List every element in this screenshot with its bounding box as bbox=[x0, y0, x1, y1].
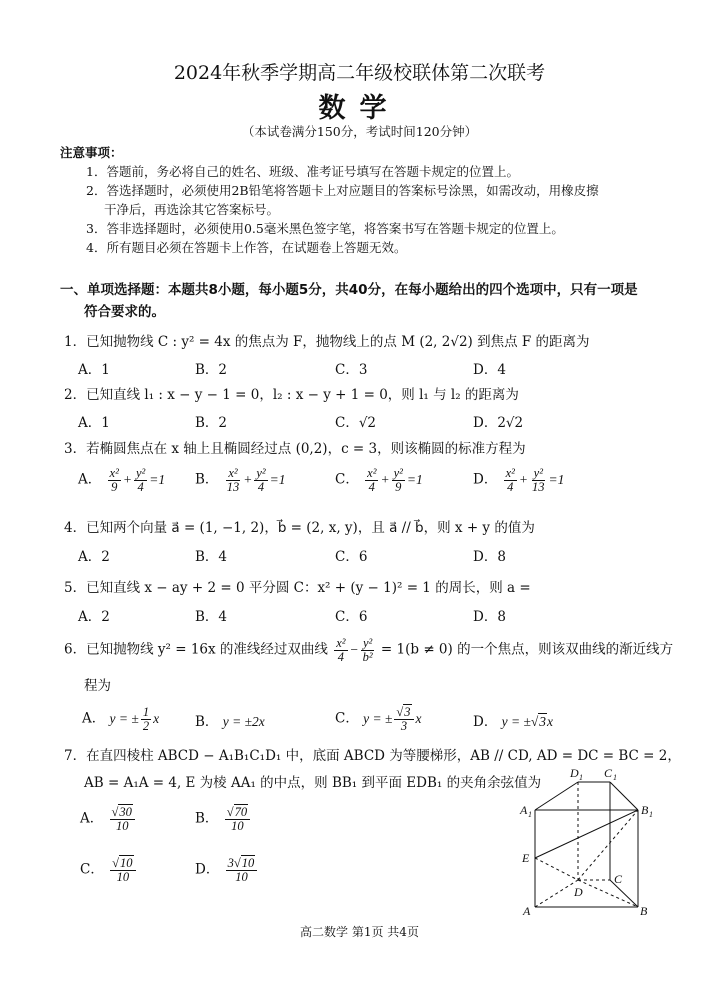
page-footer: 高二数学 第1页 共4页 bbox=[300, 925, 419, 939]
notice-item-4: 4．所有题目必须在答题卡上作答，在试题卷上答题无效。 bbox=[86, 240, 407, 255]
question-4-option-b: B．4 bbox=[195, 549, 228, 565]
option-letter: C． bbox=[335, 471, 359, 488]
question-5-option-c: C．6 bbox=[335, 609, 368, 625]
subject-title: 数学 bbox=[318, 93, 401, 124]
option-letter: D． bbox=[195, 861, 220, 878]
question-5-option-d: D．8 bbox=[473, 609, 506, 625]
question-1-option-c: C．3 bbox=[335, 362, 368, 378]
question-2-option-a: A．1 bbox=[78, 415, 110, 431]
question-2-option-c: C．√2 bbox=[335, 415, 377, 431]
label-a1: A bbox=[520, 803, 528, 817]
label-c1: C bbox=[604, 766, 613, 780]
svg-text:1: 1 bbox=[528, 810, 532, 819]
edge-c1b1 bbox=[610, 782, 638, 810]
question-1-option-d: D．4 bbox=[473, 362, 506, 378]
question-1-option-a: A．1 bbox=[78, 362, 110, 378]
edge-ad bbox=[535, 880, 578, 907]
question-7-option-c: C． $\frac{√10}{10}$ bbox=[80, 857, 138, 884]
question-6-stem-part-a: 6．已知抛物线 y² = 16x 的准线经过双曲线 bbox=[64, 641, 328, 658]
question-5-stem: 5．已知直线 x − ay + 2 = 0 平分圆 C：x² + (y − 1)² = 1 的周长，则 a = bbox=[64, 580, 531, 596]
question-7-option-d: D． $\frac{3√10}{10}$ bbox=[195, 857, 259, 884]
question-7-stem-a: 7．在直四棱柱 ABCD − A₁B₁C₁D₁ 中，底面 ABCD 为等腰梯形，AB // CD, AD = DC = BC = 2， bbox=[64, 748, 681, 764]
prism-diagram bbox=[510, 762, 670, 922]
option-letter: A． bbox=[78, 471, 102, 488]
edge-db1 bbox=[578, 810, 638, 880]
section-heading: 一、单项选择题：本题共8小题，每小题5分，共40分，在每小题给出的四个选项中，只有一项是 bbox=[60, 282, 638, 298]
notice-item-3: 3．答非选择题时，必须使用0.5毫米黑色签字笔，将答案书写在答题卡规定的位置上。 bbox=[86, 221, 564, 236]
label-d: D bbox=[574, 885, 583, 899]
question-3-option-c: C． $\frac{\text{x²}}{4}$ + $\frac{\text{y²}}{9}$ =1 bbox=[335, 466, 423, 494]
question-7-stem-b: AB = A₁A = 4, E 为棱 AA₁ 的中点，则 BB₁ 到平面 EDB₁ 的夹角余弦值为 bbox=[84, 775, 542, 791]
question-2-option-b: B．2 bbox=[195, 415, 228, 431]
question-6-option-a: A． y = ± $\frac{1}{2}$ x bbox=[82, 705, 160, 733]
notice-item-2: 2．答选择题时，必须使用2B铅笔将答题卡上对应题目的答案标号涂黑，如需改动，用橡皮擦 bbox=[86, 183, 599, 198]
question-5-option-b: B．4 bbox=[195, 609, 228, 625]
question-4-stem: 4．已知两个向量 a⃗ = (1, −1, 2)，b⃗ = (2, x, y)，且 a⃗ // b⃗，则 x + y 的值为 bbox=[64, 520, 535, 536]
question-4-option-a: A．2 bbox=[78, 549, 110, 565]
svg-text:1: 1 bbox=[649, 810, 653, 819]
question-4-option-c: C．6 bbox=[335, 549, 368, 565]
option-letter: A． bbox=[80, 810, 104, 827]
question-5-option-a: A．2 bbox=[78, 609, 110, 625]
section-heading-cont: 符合要求的。 bbox=[84, 304, 165, 320]
edge-ed bbox=[535, 858, 578, 880]
exam-note: （本试卷满分150分，考试时间120分钟） bbox=[241, 124, 478, 139]
label-b: B bbox=[640, 904, 648, 918]
question-3-option-d: D． $\frac{\text{x²}}{4}$ + $\frac{\text{y²}}{13}$ =1 bbox=[473, 466, 565, 494]
question-2-stem: 2．已知直线 l₁ : x − y − 1 = 0，l₂ : x − y + 1 = 0，则 l₁ 与 l₂ 的距离为 bbox=[64, 387, 519, 403]
option-letter: D． bbox=[473, 714, 498, 730]
option-letter: C． bbox=[80, 861, 104, 878]
question-4-option-d: D．8 bbox=[473, 549, 506, 565]
question-7-option-a: A． $\frac{√30}{10}$ bbox=[80, 806, 137, 833]
edge-eb1 bbox=[535, 810, 638, 858]
label-c: C bbox=[614, 872, 623, 886]
question-6-option-c: C． y = ± $\frac{√3}{3}$ x bbox=[335, 705, 422, 733]
question-1-stem: 1．已知抛物线 C : y² = 4x 的焦点为 F，抛物线上的点 M (2, 2√2) 到焦点 F 的距离为 bbox=[64, 334, 590, 350]
option-letter: B． bbox=[195, 471, 219, 488]
edge-db bbox=[578, 880, 638, 907]
question-6-stem-part-c: 程为 bbox=[84, 678, 111, 694]
label-a: A bbox=[523, 904, 531, 918]
question-6-option-d: D． y = ±√3x bbox=[473, 714, 554, 730]
question-6-stem-part-b: = 1(b ≠ 0) 的一个焦点，则该双曲线的渐近线方 bbox=[380, 641, 674, 658]
option-letter: C． bbox=[335, 710, 359, 727]
question-7-option-b: B． $\frac{√70}{10}$ bbox=[195, 806, 252, 833]
option-letter: D． bbox=[473, 471, 498, 488]
edge-a1d1 bbox=[535, 782, 578, 810]
svg-text:1: 1 bbox=[579, 773, 583, 782]
label-e: E bbox=[522, 851, 530, 865]
question-1-option-b: B．2 bbox=[195, 362, 228, 378]
question-3-stem: 3．若椭圆焦点在 x 轴上且椭圆经过点 (0,2)，c = 3，则该椭圆的标准方程为 bbox=[64, 441, 526, 457]
exam-title: 2024年秋季学期高二年级校联体第二次联考 bbox=[173, 62, 546, 84]
question-2-option-d: D．2√2 bbox=[473, 415, 524, 431]
question-6-stem: 6．已知抛物线 y² = 16x 的准线经过双曲线 $\frac{\text{x²}}{4}$ − $\frac{\text{y²}}{\text{b²}}$ = 1(b ≠ 0) 的一个焦点，则该双曲线的渐近线方 bbox=[64, 636, 674, 664]
notice-item-1: 1．答题前，务必将自己的姓名、班级、准考证号填写在答题卡规定的位置上。 bbox=[86, 164, 519, 179]
label-b1: B bbox=[641, 803, 649, 817]
option-letter: B． bbox=[195, 714, 219, 730]
svg-text:1: 1 bbox=[613, 773, 617, 782]
notice-item-2-cont: 干净后，再选涂其它答案标号。 bbox=[104, 202, 280, 217]
option-letter: A． bbox=[82, 710, 106, 727]
question-3-option-b: B． $\frac{\text{x²}}{13}$ + $\frac{\text{y²}}{4}$ =1 bbox=[195, 466, 286, 494]
question-6-option-b: B． y = ±2x bbox=[195, 714, 265, 730]
label-d1: D bbox=[570, 766, 579, 780]
option-letter: B． bbox=[195, 810, 219, 827]
notice-heading: 注意事项： bbox=[60, 145, 123, 160]
question-3-option-a: A． $\frac{\text{x²}}{9}$ + $\frac{\text{y²}}{4}$ =1 bbox=[78, 466, 166, 494]
